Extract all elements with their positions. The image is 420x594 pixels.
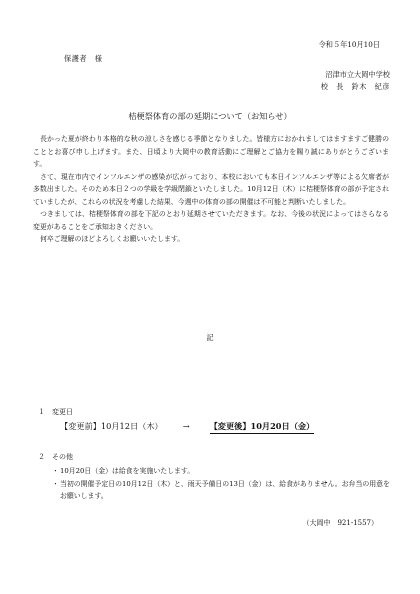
other-notes-list — [52, 465, 392, 503]
paragraph-postponement: つきましては、桔梗祭体育の部を下記のとおり延期させていただきます。なお、今後の状況によってはさらなる変更があることをご承知おきください。 — [33, 210, 389, 231]
body-text — [33, 133, 389, 246]
paragraph-situation: さて、現在市内でインフルエンザの感染が広がっており、本校においても本日インフルエンザ等による欠席者が多数出ました。そのため本日２つの学級を学級閉鎖といたしました。10月12日（木）に桔梗祭体育の部が予定されていましたが、これらの状況を考慮した結果、今週中の体育の部の開催は不可能と判断いたしました。 — [33, 172, 389, 206]
sender-school: 沼津市立大岡中学校 — [325, 70, 390, 79]
recipient: 保護者 様 — [64, 54, 103, 63]
section-change-date-heading: １ 変更日 — [38, 408, 73, 416]
ki-heading: 記 — [206, 333, 214, 342]
section-other-heading: ２ その他 — [38, 453, 73, 461]
document-title: 桔梗祭体育の部の延期について（お知らせ） — [128, 111, 292, 121]
sender-principal: 校 長 鈴木 紀彦 — [320, 82, 390, 91]
note-bento: 当初の開催予定日の10月12日（木）と、雨天予備日の13日（金）は、給食がありません。お弁当の用意をお願いします。 — [60, 479, 390, 500]
bullet-mark: ・ — [52, 467, 59, 475]
paragraph-closing: 何卒ご理解のほどよろしくお願いいたします。 — [40, 235, 185, 243]
list-item — [52, 465, 392, 478]
document-date: 令和５年10月10日 — [318, 40, 380, 49]
list-item — [52, 478, 392, 503]
change-date-row — [60, 421, 314, 434]
note-lunch: 10月20日（金）は給食を実施いたします。 — [60, 467, 195, 475]
arrow-icon: → — [182, 421, 190, 431]
date-before: 【変更前】10月12日（木） — [60, 421, 163, 431]
paragraph-greeting: 長かった夏が終わり本格的な秋の涼しさを感じる季節となりました。皆様方におかれましてはますますご健勝のこととお喜び申し上げます。また、日頃より大岡中の教育活動にご理解とご協力を賜り誠にありがとうございます。 — [33, 135, 389, 168]
contact-info: （大岡中 921-1557） — [302, 519, 378, 527]
date-after: 【変更後】10月20日（金） — [210, 421, 315, 434]
bullet-mark: ・ — [52, 479, 59, 488]
